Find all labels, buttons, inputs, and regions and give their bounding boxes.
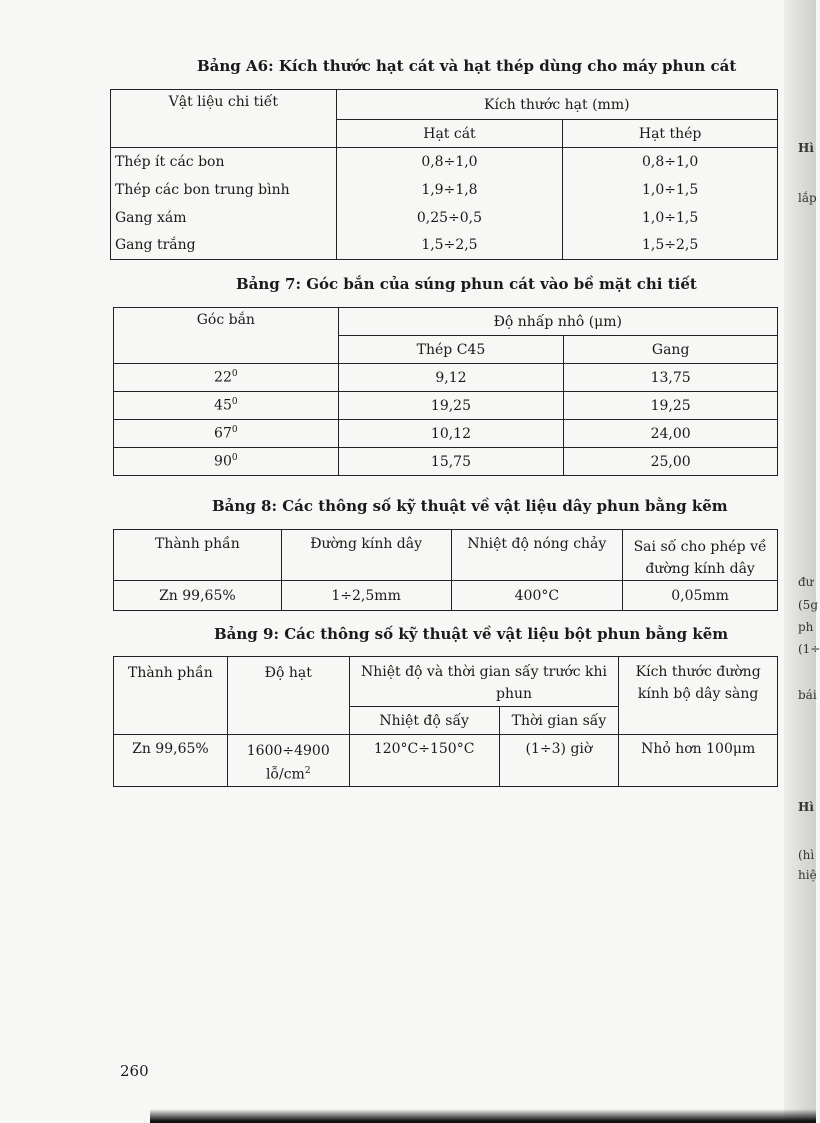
table-8-title: Bảng 8: Các thông số kỹ thuật về vật liệu dây phun bằng kẽm bbox=[212, 497, 728, 515]
header-tolerance: Sai số cho phép về đường kính dây bbox=[623, 530, 778, 581]
header-size: Kích thước hạt (mm) bbox=[336, 90, 777, 120]
header-composition: Thành phần bbox=[114, 657, 228, 735]
cell-angle: $90^0$ bbox=[214, 453, 238, 470]
margin-fragment: đư bbox=[798, 575, 814, 589]
header-gang: Gang bbox=[564, 336, 778, 364]
header-drying-temp: Nhiệt độ sấy bbox=[349, 707, 499, 735]
cell-material: Thép các bon trung bình bbox=[115, 181, 290, 198]
header-c45: Thép C45 bbox=[338, 336, 564, 364]
header-material: Vật liệu chi tiết bbox=[111, 90, 337, 148]
cell-wire-diameter: 1÷2,5mm bbox=[281, 581, 451, 611]
table-9 bbox=[113, 656, 778, 787]
header-sand: Hạt cát bbox=[336, 120, 563, 148]
cell-tolerance: 0,05mm bbox=[623, 581, 778, 611]
table-row bbox=[114, 420, 778, 448]
cell-sand: 1,9÷1,8 bbox=[336, 176, 563, 204]
cell-steel: 1,0÷1,5 bbox=[563, 204, 778, 232]
table-row bbox=[114, 581, 778, 611]
table-9-title: Bảng 9: Các thông số kỹ thuật về vật liệu bột phun bằng kẽm bbox=[214, 625, 729, 643]
table-a6-title: Bảng A6: Kích thước hạt cát và hạt thép dùng cho máy phun cát bbox=[197, 57, 737, 75]
margin-fragment: bái bbox=[798, 688, 817, 702]
header-grain: Độ hạt bbox=[227, 657, 349, 735]
cell-steel: 1,0÷1,5 bbox=[563, 176, 778, 204]
cell-material: Thép ít các bon bbox=[115, 153, 225, 170]
header-composition: Thành phần bbox=[114, 530, 282, 581]
cell-material: Gang trắng bbox=[115, 237, 196, 254]
margin-fragment: (1÷ bbox=[798, 642, 820, 656]
cell-sand: 0,25÷0,5 bbox=[336, 204, 563, 232]
cell-gang: 13,75 bbox=[564, 364, 778, 392]
margin-fragment: Hì bbox=[798, 800, 814, 814]
header-sieve: Kích thước đường kính bộ dây sàng bbox=[619, 657, 778, 735]
table-row bbox=[111, 204, 778, 232]
cell-c45: 15,75 bbox=[338, 448, 564, 476]
table-row bbox=[114, 448, 778, 476]
margin-fragment: ph bbox=[798, 620, 814, 634]
header-wire-diameter: Đường kính dây bbox=[281, 530, 451, 581]
table-row bbox=[114, 392, 778, 420]
page-number: 260 bbox=[120, 1062, 149, 1080]
cell-steel: 1,5÷2,5 bbox=[563, 232, 778, 260]
cell-drying-temp: 120°C÷150°C bbox=[349, 735, 499, 787]
cell-steel: 0,8÷1,0 bbox=[563, 148, 778, 176]
cell-gang: 19,25 bbox=[564, 392, 778, 420]
table-row bbox=[111, 176, 778, 204]
header-drying: Nhiệt độ và thời gian sấy trước khi phun bbox=[349, 657, 619, 707]
header-roughness: Độ nhấp nhô (μm) bbox=[338, 308, 777, 336]
cell-sieve: Nhỏ hơn 100μm bbox=[619, 735, 778, 787]
table-7 bbox=[113, 307, 778, 476]
header-drying-time: Thời gian sấy bbox=[499, 707, 619, 735]
cell-c45: 9,12 bbox=[338, 364, 564, 392]
cell-gang: 24,00 bbox=[564, 420, 778, 448]
table-row bbox=[111, 232, 778, 260]
header-angle: Góc bắn bbox=[114, 308, 339, 364]
cell-grain: 1600÷4900 $lỗ/cm^2$ bbox=[227, 735, 349, 787]
table-7-title: Bảng 7: Góc bắn của súng phun cát vào bề mặt chi tiết bbox=[236, 275, 697, 293]
cell-c45: 10,12 bbox=[338, 420, 564, 448]
margin-fragment: Hì bbox=[798, 141, 814, 155]
margin-fragment: lắp bbox=[798, 191, 817, 205]
table-row bbox=[114, 364, 778, 392]
book-spine-shadow bbox=[150, 1109, 816, 1123]
margin-fragment: (5g bbox=[798, 598, 818, 612]
cell-drying-time: (1÷3) giờ bbox=[499, 735, 619, 787]
margin-fragment: hiệ bbox=[798, 868, 817, 882]
page-edge bbox=[784, 0, 816, 1123]
cell-c45: 19,25 bbox=[338, 392, 564, 420]
table-row bbox=[111, 148, 778, 176]
cell-melting-point: 400°C bbox=[451, 581, 623, 611]
table-row bbox=[114, 735, 778, 787]
header-steel: Hạt thép bbox=[563, 120, 778, 148]
header-melting-point: Nhiệt độ nóng chảy bbox=[451, 530, 623, 581]
table-8 bbox=[113, 529, 778, 611]
table-a6 bbox=[110, 89, 778, 260]
cell-sand: 0,8÷1,0 bbox=[336, 148, 563, 176]
cell-angle: $67^0$ bbox=[114, 420, 339, 448]
cell-material: Gang xám bbox=[115, 209, 187, 226]
cell-angle: $22^0$ bbox=[114, 364, 339, 392]
cell-angle: $45^0$ bbox=[114, 392, 339, 420]
margin-fragment: (hì bbox=[798, 848, 815, 862]
cell-composition: Zn 99,65% bbox=[132, 741, 209, 757]
cell-sand: 1,5÷2,5 bbox=[336, 232, 563, 260]
cell-gang: 25,00 bbox=[564, 448, 778, 476]
cell-composition: Zn 99,65% bbox=[159, 587, 236, 604]
